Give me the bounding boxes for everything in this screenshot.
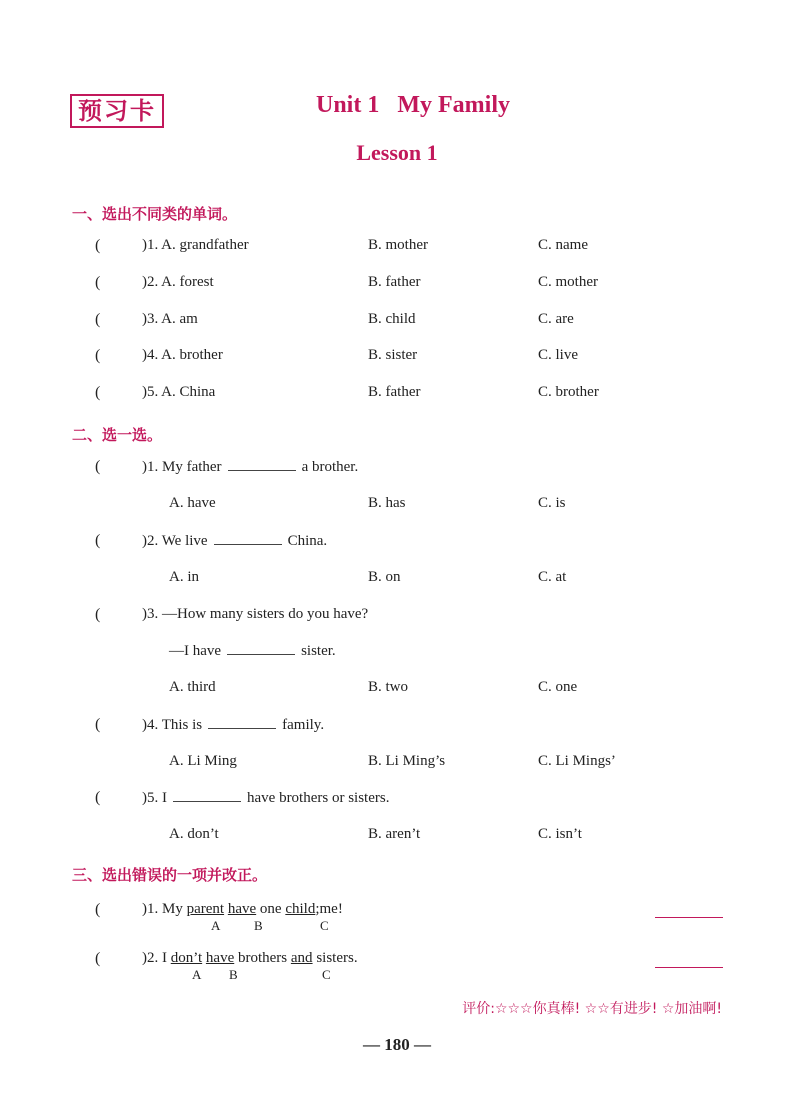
question-text: [142, 901, 343, 918]
question-tail: ;me!: [315, 901, 343, 917]
answer-paren[interactable]: (: [95, 901, 101, 918]
option-b: B. child: [368, 311, 416, 327]
label-c: C: [320, 918, 329, 933]
question-stem: )1. My: [142, 901, 183, 917]
answer-paren[interactable]: (: [95, 950, 101, 967]
question-stem: —I have: [169, 643, 222, 659]
question-tail: sisters.: [316, 950, 358, 966]
option-b: B. on: [368, 569, 401, 585]
answer-paren[interactable]: (: [95, 237, 101, 254]
option-b: B. father: [368, 384, 421, 400]
option-a: A. have: [169, 495, 216, 511]
question-tail: China.: [287, 533, 328, 549]
option-c: C. is: [538, 495, 566, 511]
option-c: C. Li Mings’: [538, 753, 616, 769]
option-b: B. two: [368, 679, 409, 695]
question-mid: one: [259, 901, 282, 917]
option-c: C. live: [538, 347, 578, 363]
question-text: [142, 532, 327, 550]
question-text: [142, 789, 389, 807]
question-text: [142, 716, 324, 734]
question-text: )4. A. brother: [142, 347, 223, 363]
option-b: B. aren’t: [368, 826, 421, 842]
fill-blank[interactable]: [173, 789, 241, 802]
underlined-word-a: don’t: [170, 950, 203, 966]
option-b: B. father: [368, 274, 421, 290]
label-b: B: [254, 918, 263, 933]
answer-paren[interactable]: (: [95, 274, 101, 291]
question-tail: a brother.: [301, 459, 359, 475]
option-c: C. at: [538, 569, 567, 585]
question-stem: )5. I: [142, 790, 167, 806]
section-1-title: 一、选出不同类的单词。: [72, 205, 238, 223]
section-3-title: 三、选出错误的一项并改正。: [72, 866, 268, 884]
underlined-word-b: have: [205, 950, 235, 966]
option-b: B. has: [368, 495, 406, 511]
answer-paren[interactable]: (: [95, 384, 101, 401]
option-c: C. brother: [538, 384, 599, 400]
lesson-title: Lesson 1: [356, 140, 438, 165]
unit-title: Unit 1 My Family: [316, 92, 510, 118]
question-stem: )2. We live: [142, 533, 208, 549]
evaluation-stars: 评价:☆☆☆你真棒! ☆☆有进步! ☆加油啊!: [462, 1001, 722, 1017]
option-a: A. Li Ming: [169, 753, 237, 769]
label-b: B: [229, 967, 238, 982]
answer-paren[interactable]: (: [95, 606, 101, 623]
question-line-2: [169, 642, 336, 660]
correction-line[interactable]: [655, 966, 723, 968]
option-b: B. sister: [368, 347, 418, 363]
label-a: A: [211, 918, 221, 933]
correction-line[interactable]: [655, 916, 723, 918]
answer-paren[interactable]: (: [95, 458, 101, 475]
question-mid: brothers: [237, 950, 288, 966]
preview-card-badge: 预习卡: [70, 94, 164, 128]
underlined-word-b: have: [227, 901, 257, 917]
question-text: )2. A. forest: [142, 274, 214, 290]
page-number: — 180 —: [363, 1035, 431, 1054]
underlined-word-c: and: [290, 950, 313, 966]
label-a: A: [192, 967, 202, 982]
question-text: )5. A. China: [142, 384, 216, 400]
option-c: C. are: [538, 311, 574, 327]
question-tail: family.: [282, 717, 325, 733]
label-c: C: [322, 967, 331, 982]
option-c: C. one: [538, 679, 578, 695]
fill-blank[interactable]: [228, 458, 296, 471]
question-stem: )2. I: [142, 950, 167, 966]
fill-blank[interactable]: [214, 532, 282, 545]
fill-blank[interactable]: [208, 716, 276, 729]
answer-paren[interactable]: (: [95, 532, 101, 549]
underlined-word-a: parent: [186, 901, 225, 917]
question-text: )1. A. grandfather: [142, 237, 249, 253]
question-text: [142, 458, 358, 476]
option-a: A. don’t: [169, 826, 219, 842]
fill-blank[interactable]: [227, 642, 295, 655]
option-c: C. mother: [538, 274, 598, 290]
answer-paren[interactable]: (: [95, 716, 101, 733]
section-2-title: 二、选一选。: [72, 426, 163, 444]
option-c: C. name: [538, 237, 588, 253]
question-text: [142, 950, 358, 967]
question-stem: )1. My father: [142, 459, 222, 475]
option-a: A. third: [169, 679, 216, 695]
question-tail: sister.: [301, 643, 336, 659]
answer-paren[interactable]: (: [95, 789, 101, 806]
question-tail: have brothers or sisters.: [247, 790, 390, 806]
question-text: )3. A. am: [142, 311, 198, 327]
option-b: B. mother: [368, 237, 428, 253]
underlined-word-c: child: [285, 901, 316, 917]
option-c: C. isn’t: [538, 826, 582, 842]
option-a: A. in: [169, 569, 199, 585]
answer-paren[interactable]: (: [95, 311, 101, 328]
answer-paren[interactable]: (: [95, 347, 101, 364]
question-text: )3. —How many sisters do you have?: [142, 606, 369, 622]
question-stem: )4. This is: [142, 717, 203, 733]
option-b: B. Li Ming’s: [368, 753, 446, 769]
